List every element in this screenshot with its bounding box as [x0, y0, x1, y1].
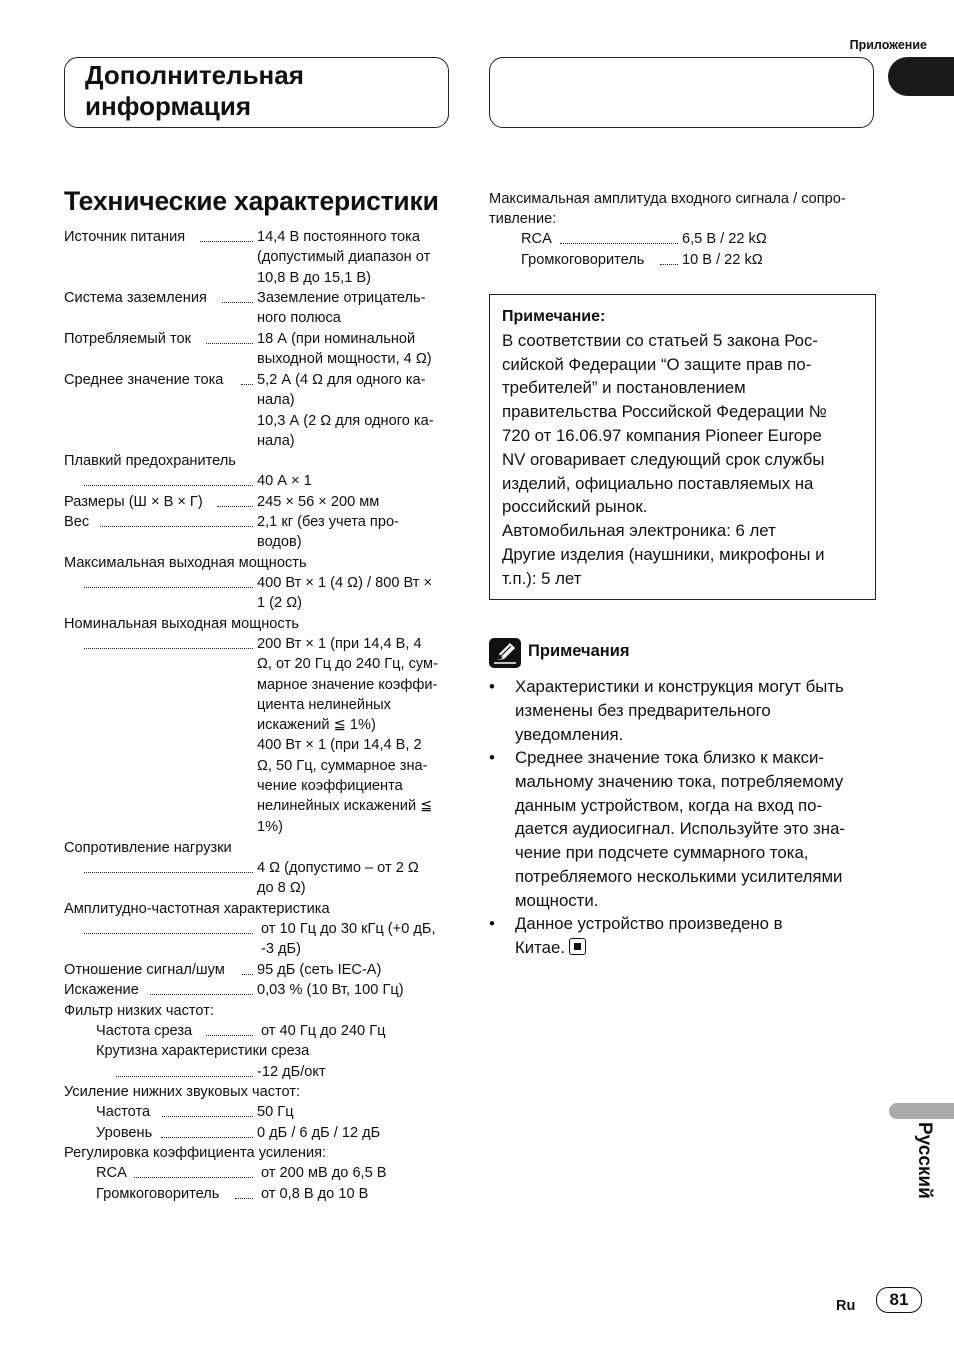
page-number: 81: [876, 1287, 922, 1313]
leader-dots: [206, 1035, 253, 1036]
leader-dots: [242, 974, 253, 975]
spec-value-line: циента нелинейных: [257, 696, 391, 713]
note-title: Примечание:: [502, 308, 606, 325]
leader-dots: [84, 587, 253, 588]
leader-dots: [660, 264, 678, 265]
leader-dots: [134, 1177, 253, 1178]
note-line: изделий, официально поставляемых на: [502, 473, 814, 493]
note-line: российский рынок.: [502, 497, 648, 517]
note-line: 720 от 16.06.97 компания Pioneer Europe: [502, 425, 822, 445]
spec-label: тивление:: [489, 211, 557, 227]
spec-value: [257, 227, 453, 288]
notes-line: мальному значению тока, потребляемому: [515, 771, 844, 791]
section-title-line: информация: [85, 91, 252, 121]
spec-value-line: 10,8 В до 15,1 В): [257, 269, 371, 286]
leader-dots: [560, 243, 678, 244]
spec-value-line: 14,4 В постоянного тока: [257, 229, 420, 245]
page-title: Технические характеристики: [64, 186, 439, 216]
spec-value-line: водов): [257, 534, 302, 551]
spec-label: Частота: [96, 1104, 151, 1120]
leader-dots: [84, 648, 253, 649]
spec-value: от 200 мВ до 6,5 В: [261, 1165, 387, 1181]
spec-label: Громкоговоритель: [96, 1186, 220, 1202]
notes-line: чение при подсчете суммарного тока,: [515, 843, 809, 863]
note-line: Автомобильная электроника: 6 лет: [502, 521, 776, 541]
spec-value: [257, 573, 453, 614]
section-title-line: Дополнительная: [85, 60, 304, 90]
note-box: [489, 294, 876, 600]
leader-dots: [206, 343, 253, 344]
spec-group-label: Регулировка коэффициента усиления:: [64, 1145, 327, 1161]
spec-group-label: Усиление нижних звуковых частот:: [64, 1084, 301, 1100]
leader-dots: [235, 1198, 253, 1199]
spec-value-line: 1%): [257, 818, 283, 835]
spec-label: Источник питания: [64, 229, 186, 245]
spec-value: 50 Гц: [257, 1104, 294, 1120]
spec-label: Вес: [64, 514, 90, 530]
bullet-mark: •: [489, 677, 495, 696]
language-tab: [889, 1103, 954, 1119]
spec-value: 245 × 56 × 200 мм: [257, 494, 380, 510]
empty-header-box: [489, 57, 874, 128]
notes-line: данным устройством, когда на вход по-: [515, 795, 823, 815]
spec-value: [261, 919, 453, 960]
spec-value: от 0,8 В до 10 В: [261, 1186, 369, 1202]
notes-item-text: [515, 675, 875, 746]
spec-value-line: (допустимый диапазон от: [257, 249, 431, 266]
bullet-mark: •: [489, 748, 495, 767]
spec-value-line: чение коэффициента: [257, 778, 403, 795]
spec-value-line: Ω, от 20 Гц до 240 Гц, сум-: [257, 656, 438, 673]
leader-dots: [162, 1116, 253, 1117]
spec-value-line: 2,1 кг (без учета про-: [257, 514, 399, 530]
spec-label: Максимальная выходная мощность: [64, 555, 307, 571]
spec-value-line: Ω, 50 Гц, суммарное зна-: [257, 757, 428, 774]
spec-label: Система заземления: [64, 290, 207, 306]
section-header-box: [64, 57, 449, 128]
spec-value: 6,5 В / 22 kΩ: [682, 231, 767, 247]
language-label: Русский: [914, 1122, 935, 1199]
leader-dots: [150, 994, 253, 995]
spec-value: 10 В / 22 kΩ: [682, 252, 763, 268]
note-line: NV оговаривает следующий срок службы: [502, 449, 825, 469]
spec-value-line: 5,2 А (4 Ω для одного ка-: [257, 372, 426, 388]
spec-group-label: Фильтр низких частот:: [64, 1003, 214, 1019]
notes-line: потребляемого несколькими усилителями: [515, 866, 843, 886]
spec-value: от 40 Гц до 240 Гц: [261, 1023, 386, 1039]
spec-value-line: марное значение коэффи-: [257, 676, 438, 693]
leader-dots: [84, 872, 253, 873]
spec-label: RCA: [521, 231, 552, 247]
notes-item-text: [515, 746, 875, 913]
spec-label: Сопротивление нагрузки: [64, 840, 232, 856]
spec-value: 0,03 % (10 Вт, 100 Гц): [257, 982, 404, 998]
notes-line: дается аудиосигнал. Используйте это зна-: [515, 819, 845, 839]
footer-lang: Ru: [836, 1298, 856, 1314]
spec-value-line: Заземление отрицатель-: [257, 290, 426, 306]
spec-value: [257, 512, 453, 553]
spec-value-line: от 10 Гц до 30 кГц (+0 дБ,: [261, 921, 436, 937]
spec-label: Потребляемый ток: [64, 331, 192, 347]
spec-value: -12 дБ/окт: [257, 1064, 326, 1080]
spec-value-line: до 8 Ω): [257, 880, 306, 897]
leader-dots: [84, 933, 253, 934]
leader-dots: [161, 1137, 253, 1138]
spec-label: Громкоговоритель: [521, 252, 645, 268]
leader-dots: [84, 485, 253, 486]
spec-label: Номинальная выходная мощность: [64, 616, 300, 632]
note-line: Другие изделия (наушники, микрофоны и: [502, 544, 825, 564]
spec-value: [257, 288, 453, 329]
spec-value-line: нелинейных искажений ≦: [257, 798, 433, 815]
spec-value: [257, 370, 453, 451]
spec-label: Отношение сигнал/шум: [64, 962, 225, 978]
spec-value-line: 18 А (при номинальной: [257, 331, 416, 347]
spec-value-line: ного полюса: [257, 310, 341, 327]
spec-label: Крутизна характеристики среза: [96, 1043, 310, 1059]
note-line: В соответствии со статьей 5 закона Рос-: [502, 330, 818, 350]
leader-dots: [217, 506, 253, 507]
notes-title: Примечания: [528, 642, 630, 660]
spec-label: Частота среза: [96, 1023, 193, 1039]
spec-value-line: 400 Вт × 1 (при 14,4 В, 2: [257, 737, 422, 754]
leader-dots: [200, 241, 253, 242]
notes-line: Характеристики и конструкция могут быть: [515, 677, 844, 696]
notes-line: уведомления.: [515, 724, 624, 744]
spec-value-line: 4 Ω (допустимо – от 2 Ω: [257, 860, 419, 876]
spec-value: [257, 329, 453, 370]
note-line: правительства Российской Федерации №: [502, 402, 827, 422]
notes-line: изменены без предварительного: [515, 700, 771, 720]
spec-value-line: -3 дБ): [261, 941, 301, 958]
notes-line: мощности.: [515, 890, 599, 910]
spec-label: Среднее значение тока: [64, 372, 224, 388]
spec-value-line: 1 (2 Ω): [257, 595, 302, 612]
leader-dots: [222, 302, 253, 303]
spec-value: [257, 858, 453, 899]
spec-value: 40 А × 1: [257, 473, 312, 489]
note-line: т.п.): 5 лет: [502, 568, 582, 588]
leader-dots: [100, 526, 253, 527]
notes-item-text: [515, 912, 875, 960]
spec-value-line: 400 Вт × 1 (4 Ω) / 800 Вт ×: [257, 575, 433, 591]
spec-label: Максимальная амплитуда входного сигнала / сопро-: [489, 191, 846, 207]
spec-value-line: выходной мощности, 4 Ω): [257, 351, 432, 368]
section-label: Приложение: [849, 38, 927, 52]
notes-line: [515, 936, 875, 960]
pencil-icon: [489, 638, 521, 668]
spec-label: RCA: [96, 1165, 127, 1181]
spec-label: Искажение: [64, 982, 139, 998]
leader-dots: [241, 384, 253, 385]
spec-label: Уровень: [96, 1125, 153, 1141]
section-title: [85, 60, 304, 122]
section-tab: [888, 57, 954, 96]
notes-line-text: Китае.: [515, 937, 565, 957]
spec-label: Размеры (Ш × В × Г): [64, 494, 203, 510]
spec-value-line: 200 Вт × 1 (при 14,4 В, 4: [257, 636, 422, 652]
spec-value: [257, 634, 453, 837]
note-line: сийской Федерации “О защите прав по-: [502, 354, 812, 374]
notes-line: Данное устройство произведено в: [515, 914, 783, 933]
spec-value-line: нала): [257, 392, 295, 409]
spec-value: 0 дБ / 6 дБ / 12 дБ: [257, 1125, 381, 1141]
spec-value-line: 10,3 А (2 Ω для одного ка-: [257, 412, 434, 429]
note-line: требителей” и постановлением: [502, 378, 746, 398]
spec-value: 95 дБ (сеть IEC-A): [257, 962, 382, 978]
spec-label: Амплитудно-частотная характеристика: [64, 901, 330, 917]
end-mark-icon: [569, 938, 586, 955]
bullet-mark: •: [489, 914, 495, 933]
notes-line: Среднее значение тока близко к макси-: [515, 748, 824, 767]
leader-dots: [116, 1076, 253, 1077]
spec-value-line: нала): [257, 432, 295, 449]
spec-value-line: искажений ≦ 1%): [257, 717, 376, 734]
spec-label: Плавкий предохранитель: [64, 453, 236, 469]
